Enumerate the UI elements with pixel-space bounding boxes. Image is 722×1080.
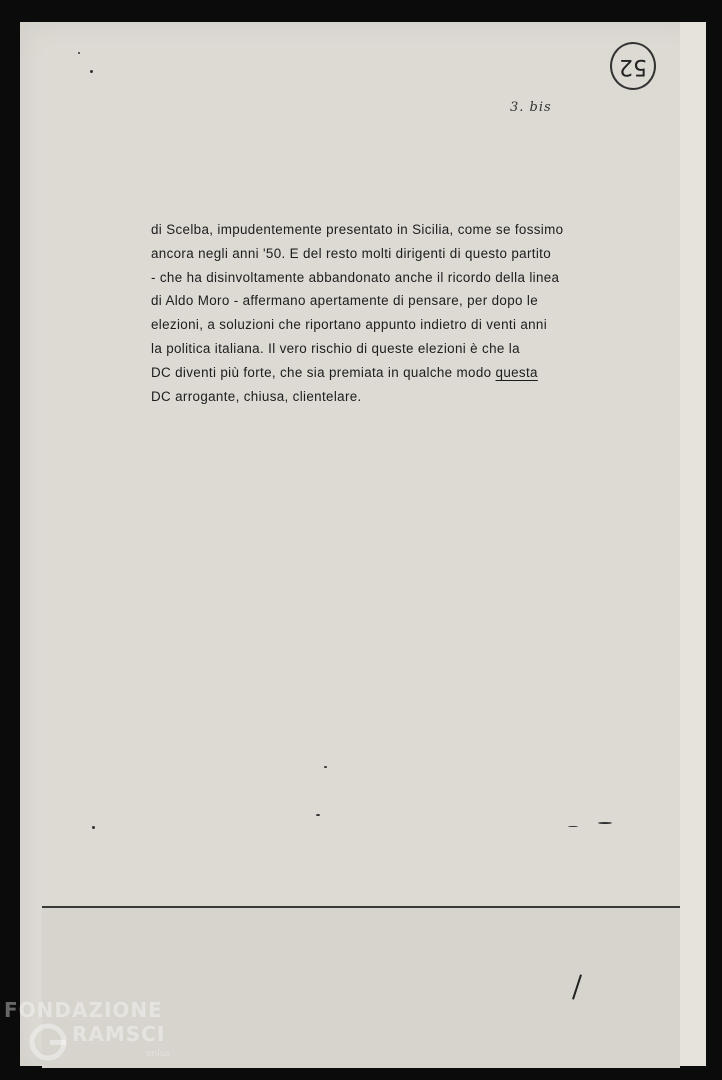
- page-number-circle: 52: [610, 42, 656, 90]
- watermark-line-1: FONDAZIONE: [4, 998, 163, 1022]
- paper-speck: [568, 826, 578, 827]
- paper-speck: [598, 822, 612, 824]
- gramsci-g-logo-icon: [28, 1022, 68, 1062]
- page-edge: [680, 22, 706, 1066]
- text-line: elezioni, a soluzioni che riportano appunto indietro di venti anni: [151, 317, 548, 333]
- handwritten-annotation: 3. bis: [510, 100, 552, 115]
- paper-speck: [316, 814, 320, 816]
- text-line: di Aldo Moro - affermano apertamente di pensare, per dopo le: [151, 293, 538, 309]
- underlined-word: questa: [495, 364, 538, 380]
- paper-speck: [324, 766, 327, 768]
- watermark-suffix: onlus: [146, 1049, 171, 1059]
- typed-text-body: [151, 218, 651, 408]
- text-line: DC arrogante, chiusa, clientelare.: [151, 388, 362, 404]
- text-line-start: DC diventi più forte, che sia premiata in qualche modo: [151, 364, 496, 380]
- text-line: - che ha disinvoltamente abbandonato anche il ricordo della linea: [151, 269, 560, 285]
- paper-speck: [92, 826, 95, 829]
- text-line: di Scelba, impudentemente presentato in Sicilia, come se fossimo: [151, 222, 564, 237]
- paper-speck: [90, 70, 93, 73]
- text-line: [151, 361, 651, 385]
- paper-speck: [78, 52, 80, 54]
- fondazione-gramsci-watermark: [4, 998, 171, 1059]
- watermark-line-2: RAMSCI: [72, 1022, 166, 1046]
- watermark-line-2-row: [4, 1022, 166, 1046]
- text-line: ancora negli anni '50. E del resto molti dirigenti di questo partito: [151, 245, 552, 261]
- text-line: la politica italiana. Il vero rischio di queste elezioni è che la: [151, 340, 520, 356]
- document-page: [20, 22, 706, 1066]
